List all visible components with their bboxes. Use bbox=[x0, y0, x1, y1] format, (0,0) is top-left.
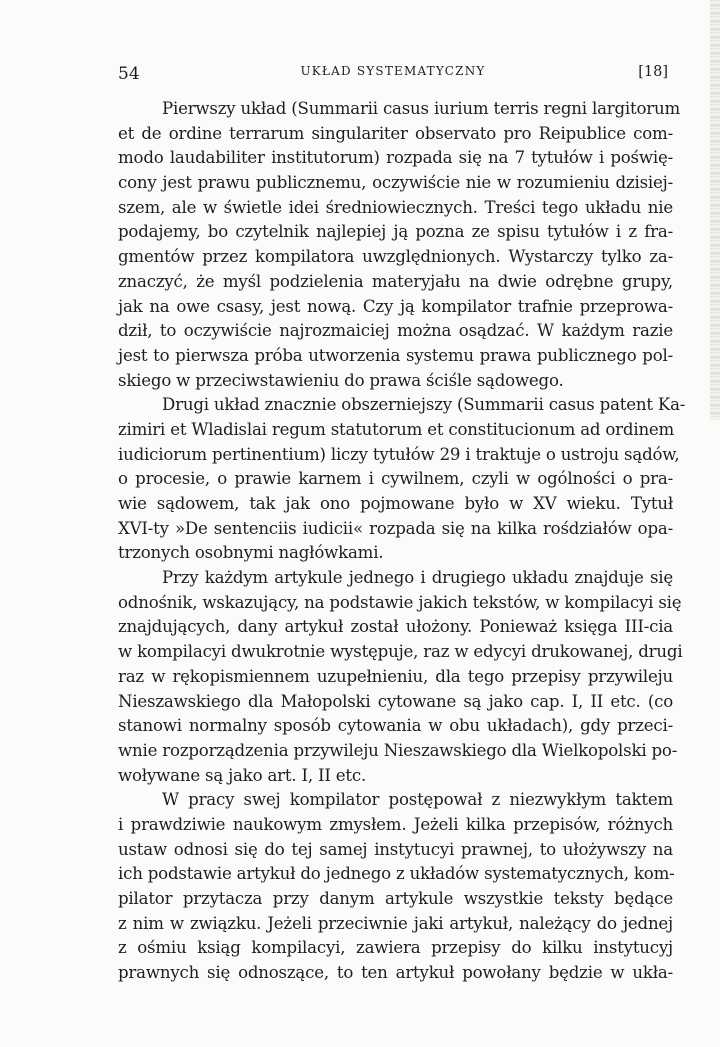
text-line: modo laudabiliter institutorum) rozpada się na 7 tytułów i poświę- bbox=[118, 148, 673, 168]
text-line: skiego w przeciwstawieniu do prawa ściśle sądowego. bbox=[118, 370, 564, 390]
text-line: XVI-ty »De sentenciis iudicii« rozpada się na kilka rośdziałów opa- bbox=[118, 518, 673, 538]
running-title: UKŁAD SYSTEMATYCZNY bbox=[300, 64, 486, 78]
paragraph-3 bbox=[118, 566, 683, 788]
page-number: 54 bbox=[118, 64, 140, 84]
text-line: iudiciorum pertinentium) liczy tytułów 29 i traktuje o ustroju sądów, bbox=[118, 444, 680, 464]
section-number: [18] bbox=[638, 64, 668, 80]
text-line: ich podstawie artykuł do jednego z układów systematycznych, kom- bbox=[118, 864, 675, 884]
text-line: gmentów przez kompilatora uwzględnionych. Wystarczy tylko za- bbox=[118, 247, 673, 267]
text-line: raz w rękopismiennem uzupełnieniu, dla tego przepisy przywileju bbox=[118, 666, 673, 686]
text-line: dził, to oczywiście najrozmaiciej można osądzać. W każdym razie bbox=[118, 321, 673, 341]
text-line: w kompilacyi dwukrotnie występuje, raz w edycyi drukowanej, drugi bbox=[118, 642, 683, 662]
paragraph-2 bbox=[118, 393, 686, 566]
text-line: znaczyć, że myśl podzielenia materyjału na dwie odrębne grupy, bbox=[118, 271, 673, 291]
text-line: wnie rozporządzenia przywileju Nieszawskiego dla Wielkopolski po- bbox=[118, 740, 678, 760]
text-line: ustaw odnosi się do tej samej instytucyi prawnej, to ułożywszy na bbox=[118, 839, 673, 859]
text-line: jest to pierwsza próba utworzenia systemu prawa publicznego pol- bbox=[118, 345, 673, 365]
text-line: Przy każdym artykule jednego i drugiego układu znajduje się bbox=[162, 568, 673, 588]
running-head bbox=[118, 62, 668, 84]
text-line: i prawdziwie naukowym zmysłem. Jeżeli kilka przepisów, różnych bbox=[118, 814, 673, 834]
paragraph-1 bbox=[118, 97, 681, 393]
text-line: W pracy swej kompilator postępował z niezwykłym taktem bbox=[162, 790, 673, 810]
text-line: et de ordine terrarum singulariter observato pro Reipublice com- bbox=[118, 123, 673, 143]
text-line: pilator przytacza przy danym artykule wszystkie teksty będące bbox=[118, 889, 673, 908]
text-line: Nieszawskiego dla Małopolski cytowane są jako cap. I, II etc. (co bbox=[118, 691, 673, 711]
text-line: stanowi normalny sposób cytowania w obu układach), gdy przeci- bbox=[118, 716, 673, 736]
text-line: wie sądowem, tak jak ono pojmowane było w XV wieku. Tytuł bbox=[118, 494, 673, 513]
text-line: trzonych osobnymi nagłówkami. bbox=[118, 543, 384, 563]
text-line: jak na owe csasy, jest nową. Czy ją kompilator trafnie przeprowa- bbox=[118, 296, 673, 316]
paragraph-4 bbox=[118, 788, 673, 986]
body-text bbox=[118, 97, 686, 986]
text-line: cony jest prawu publicznemu, oczywiście nie w rozumieniu dzisiej- bbox=[118, 173, 673, 193]
text-line: z ośmiu ksiąg kompilacyi, zawiera przepisy do kilku instytucyj bbox=[118, 938, 673, 958]
scan-edge-shadow bbox=[710, 0, 720, 420]
text-line: zimiri et Wladislai regum statutorum et constitucionum ad ordinem bbox=[118, 419, 675, 439]
text-line: odnośnik, wskazujący, na podstawie jakich tekstów, w kompilacyi się bbox=[118, 592, 682, 612]
text-line: podajemy, bo czytelnik najlepiej ją pozna ze spisu tytułów i z fra- bbox=[118, 222, 673, 242]
text-line: szem, ale w świetle idei średniowiecznych. Treści tego układu nie bbox=[118, 197, 673, 217]
text-line: prawnych się odnoszące, to ten artykuł powołany będzie w ukła- bbox=[118, 963, 673, 983]
text-line: Drugi układ znacznie obszerniejszy (Summarii casus patent Ka- bbox=[162, 395, 686, 415]
text-line: Pierwszy układ (Summarii casus iurium terris regni largitorum bbox=[162, 99, 681, 118]
text-line: o procesie, o prawie karnem i cywilnem, czyli w ogólności o pra- bbox=[118, 469, 673, 489]
text-line: znajdujących, dany artykuł został ułożony. Ponieważ księga III-cia bbox=[118, 617, 673, 637]
text-line: z nim w związku. Jeżeli przeciwnie jaki artykuł, należący do jednej bbox=[118, 913, 673, 933]
text-line: woływane są jako art. I, II etc. bbox=[118, 765, 367, 785]
